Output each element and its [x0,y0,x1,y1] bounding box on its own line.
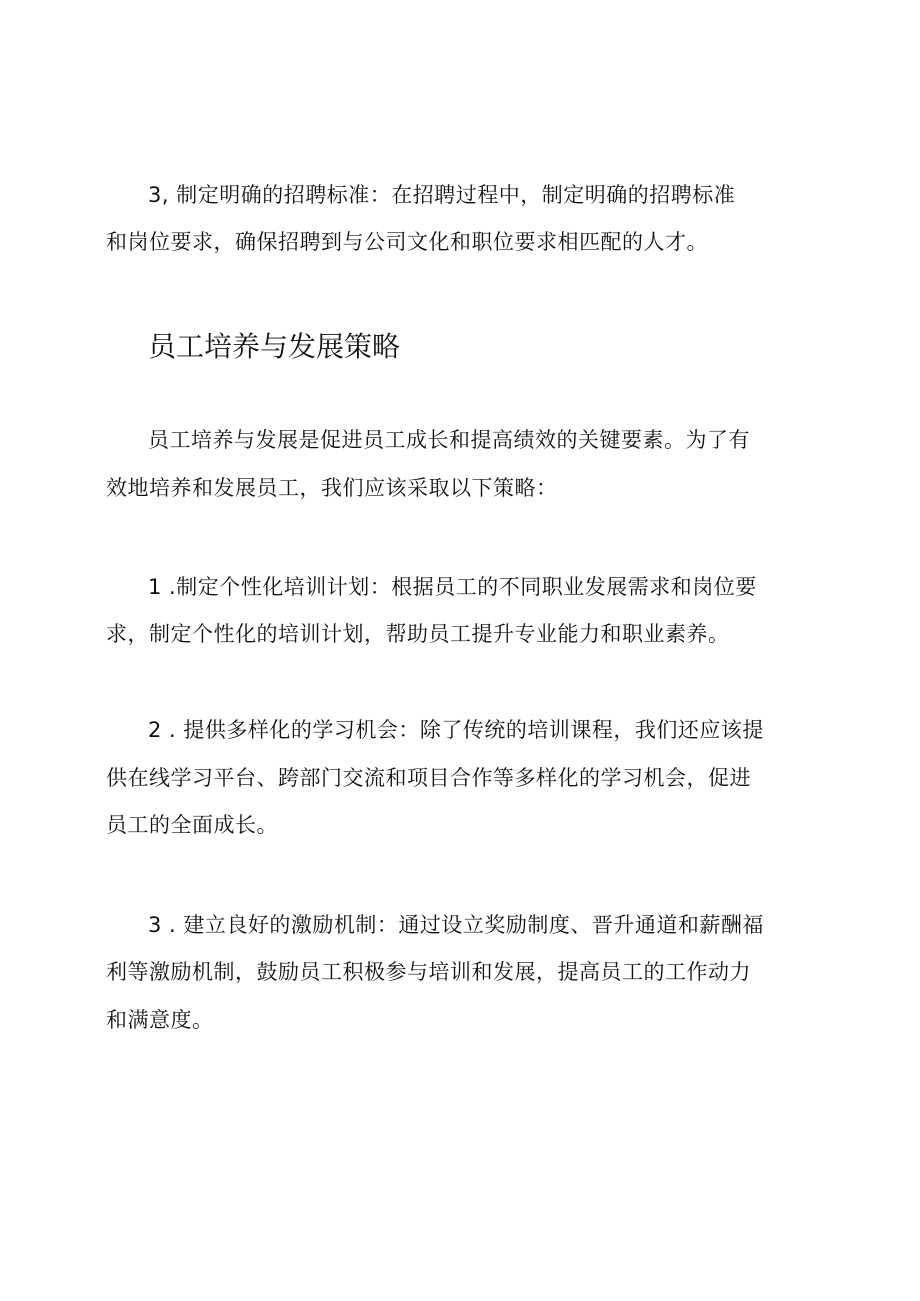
item-2-line-2: 供在线学习平台、跨部门交流和项目合作等多样化的学习机会，促进 [106,766,751,790]
item-1-line-1: 1 .制定个性化培训计划：根据员工的不同职业发展需求和岗位要 [148,575,757,599]
item-1-line-2: 求，制定个性化的培训计划，帮助员工提升专业能力和职业素养。 [106,622,730,646]
item-3-line-1: 3 . 建立良好的激励机制：通过设立奖励制度、晋升通道和薪酬福 [148,913,764,937]
recruit-para-line-1: 3, 制定明确的招聘标准：在招聘过程中，制定明确的招聘标准 [148,183,736,207]
intro-para-line-2: 效地培养和发展员工，我们应该采取以下策略： [106,476,558,500]
item-2-line-1: 2 . 提供多样化的学习机会：除了传统的培训课程，我们还应该提 [148,718,764,742]
recruit-para-line-2: 和岗位要求，确保招聘到与公司文化和职位要求相匹配的人才。 [106,230,708,254]
section-title: 员工培养与发展策略 [148,330,401,363]
item-3-line-2: 利等激励机制，鼓励员工积极参与培训和发展，提高员工的工作动力 [106,960,751,984]
intro-para-line-1: 员工培养与发展是促进员工成长和提高绩效的关键要素。为了有 [148,428,750,452]
item-2-line-3: 员工的全面成长。 [106,813,278,837]
item-3-line-3: 和满意度。 [106,1008,214,1032]
